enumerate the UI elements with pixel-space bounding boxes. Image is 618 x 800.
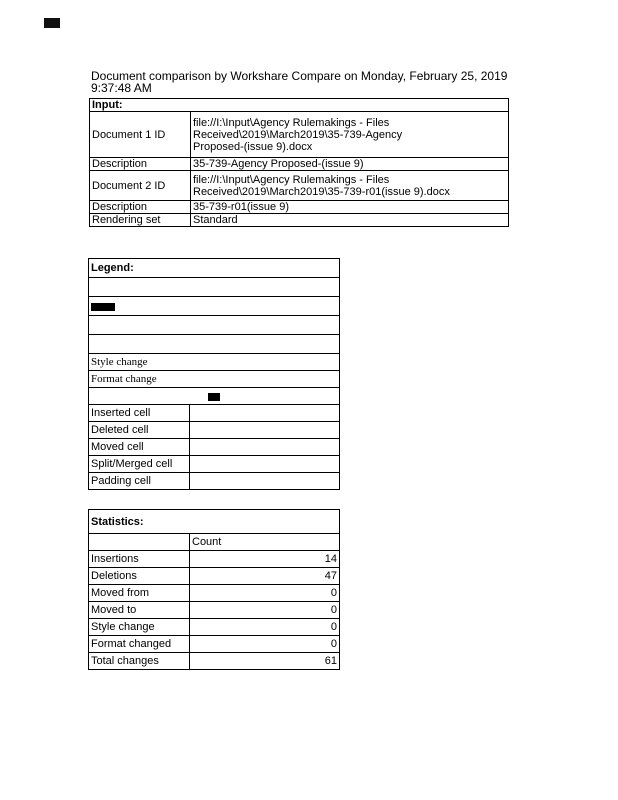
- legend-cell-sample: [190, 439, 340, 456]
- stats-label: Style change: [89, 619, 190, 636]
- input-value: 35-739-Agency Proposed-(issue 9): [191, 158, 509, 171]
- stats-count: 0: [190, 585, 340, 602]
- stats-header-empty: [89, 534, 190, 551]
- stats-count: 47: [190, 568, 340, 585]
- black-sample: [208, 393, 221, 401]
- legend-sample-moved-to: [89, 335, 340, 354]
- legend-cell-label: Split/Merged cell: [89, 456, 190, 473]
- redacted-sample: [91, 303, 115, 311]
- value-line: file://I:\Input\Agency Rulemakings - Files: [193, 116, 390, 129]
- legend-format-change: Format change: [89, 371, 340, 388]
- document-header: [91, 70, 531, 94]
- input-title: Input:: [90, 99, 509, 112]
- legend-sample-moved-from: [89, 316, 340, 335]
- statistics-title: Statistics:: [89, 510, 340, 534]
- stats-count: 14: [190, 551, 340, 568]
- legend-sample-black: [89, 388, 340, 405]
- value-line: Received\2019\March2019\35-739-r01(issue 9).docx: [193, 185, 450, 198]
- legend-table: [88, 258, 340, 490]
- legend-cell-sample: [190, 473, 340, 490]
- input-label: Document 1 ID: [90, 112, 191, 158]
- stats-label: Deletions: [89, 568, 190, 585]
- legend-style-change: Style change: [89, 354, 340, 371]
- legend-cell-label: Padding cell: [89, 473, 190, 490]
- header-line-1: Document comparison by Workshare Compare on Monday, February 25, 2019: [91, 69, 508, 83]
- value-line: Proposed-(issue 9).docx: [193, 140, 313, 153]
- input-table: [89, 98, 509, 227]
- legend-sample-deletion: [89, 297, 340, 316]
- input-value: [191, 171, 509, 201]
- legend-sample-insertion: [89, 278, 340, 297]
- legend-cell-label: Deleted cell: [89, 422, 190, 439]
- legend-cell-sample: [190, 405, 340, 422]
- stats-label: Moved to: [89, 602, 190, 619]
- input-value: 35-739-r01(issue 9): [191, 201, 509, 214]
- stats-count-header: Count: [190, 534, 340, 551]
- legend-cell-sample: [190, 422, 340, 439]
- legend-cell-label: Moved cell: [89, 439, 190, 456]
- stats-label: Insertions: [89, 551, 190, 568]
- stats-count: 0: [190, 602, 340, 619]
- value-line: Received\2019\March2019\35-739-Agency: [193, 128, 403, 141]
- legend-title: Legend:: [89, 259, 340, 278]
- stats-count: 61: [190, 653, 340, 670]
- stats-count: 0: [190, 636, 340, 653]
- value-line: file://I:\Input\Agency Rulemakings - Files: [193, 173, 390, 186]
- stats-label: Total changes: [89, 653, 190, 670]
- header-line-2: 9:37:48 AM: [91, 81, 152, 95]
- legend-cell-sample: [190, 456, 340, 473]
- legend-cell-label: Inserted cell: [89, 405, 190, 422]
- statistics-table: [88, 509, 340, 670]
- stats-count: 0: [190, 619, 340, 636]
- stats-label: Moved from: [89, 585, 190, 602]
- input-label: Rendering set: [90, 214, 191, 227]
- scan-mark: [44, 18, 60, 28]
- input-label: Document 2 ID: [90, 171, 191, 201]
- stats-label: Format changed: [89, 636, 190, 653]
- input-value: [191, 112, 509, 158]
- input-value: Standard: [191, 214, 509, 227]
- input-label: Description: [90, 201, 191, 214]
- input-label: Description: [90, 158, 191, 171]
